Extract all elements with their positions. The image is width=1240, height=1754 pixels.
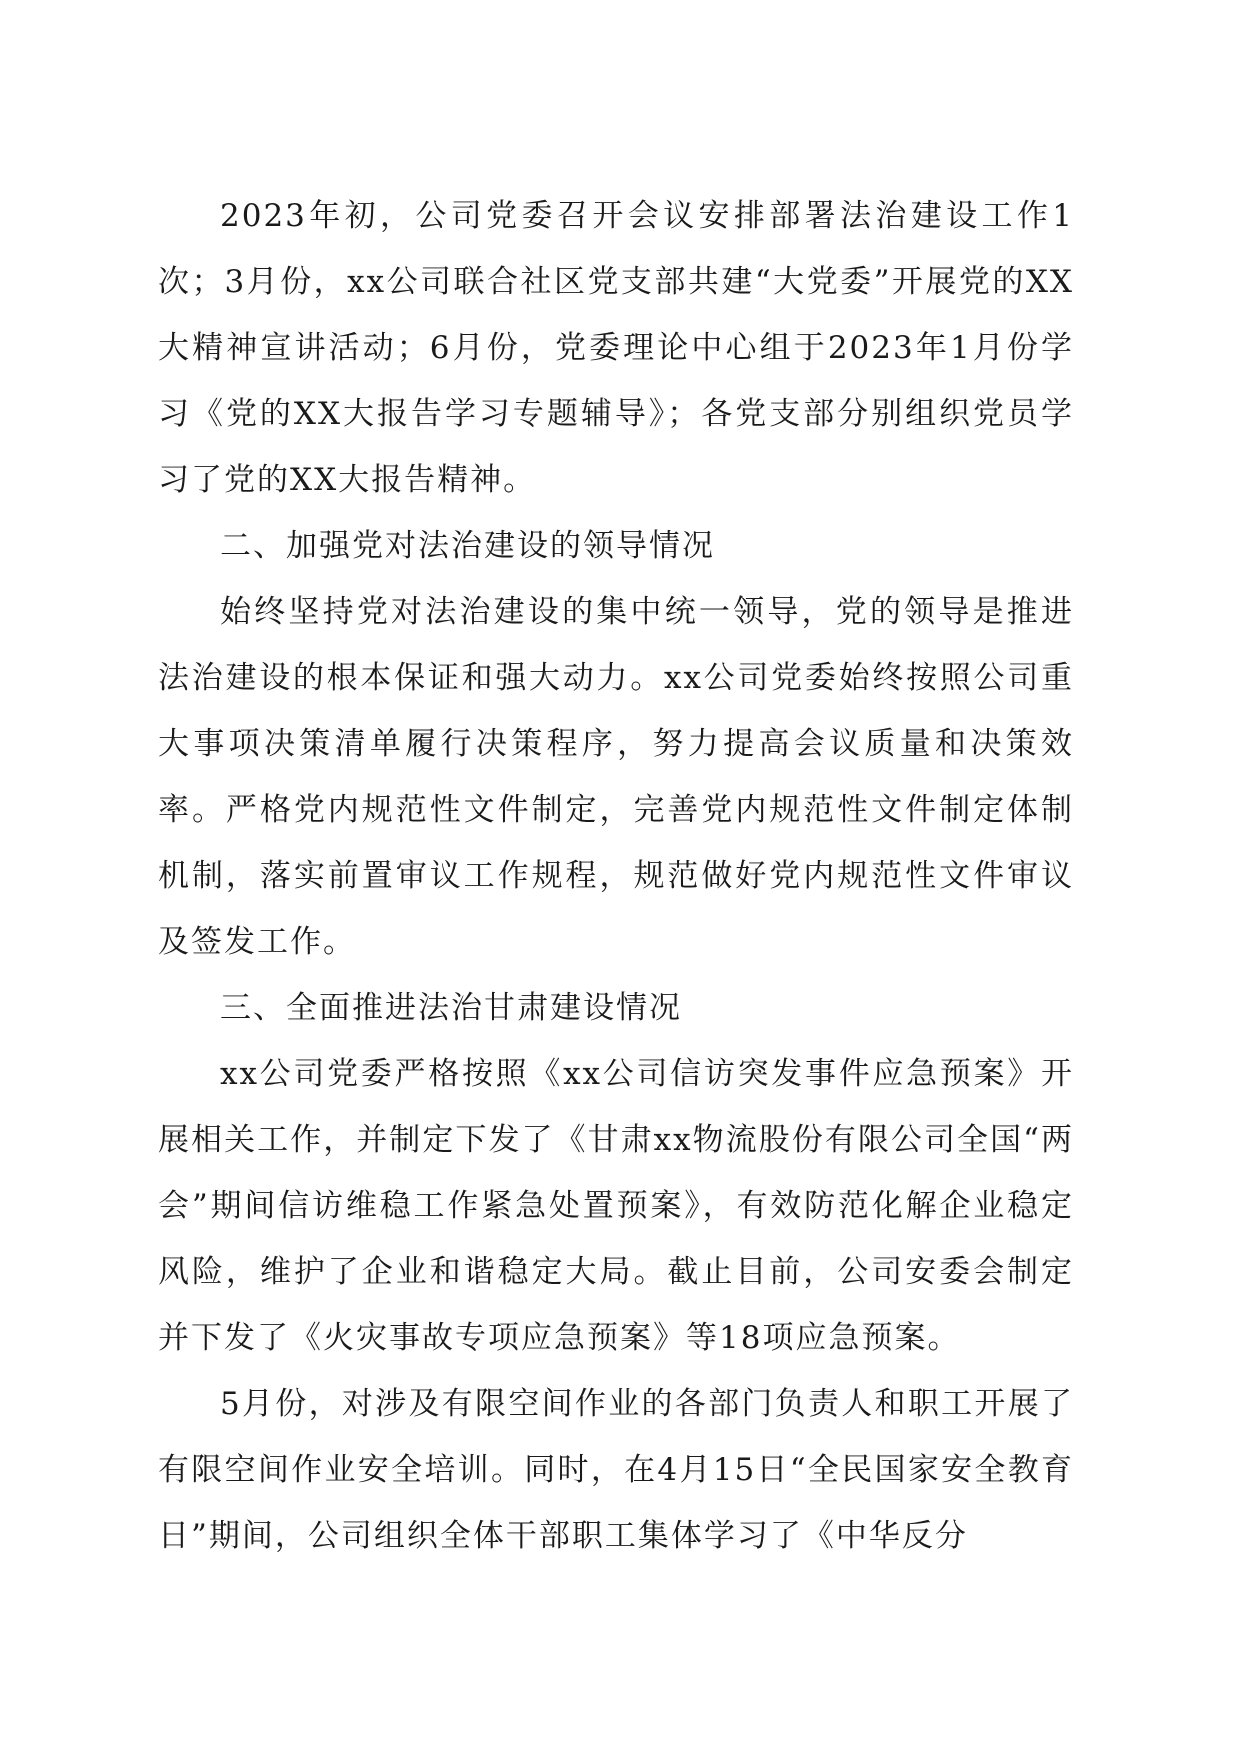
paragraph-emergency-plans: xx公司党委严格按照《xx公司信访突发事件应急预案》开展相关工作，并制定下发了《甘肃xx物流股份有限公司全国“两会”期间信访维稳工作紧急处置预案》，有效防范化解企业稳定风险，维护了企业和谐稳定大局。截止目前，公司安委会制定并下发了《火灾事故专项应急预案》等18项应急预案。: [158, 1056, 1074, 1356]
paragraph-party-leadership: 始终坚持党对法治建设的集中统一领导，党的领导是推进法治建设的根本保证和强大动力。xx公司党委始终按照公司重大事项决策清单履行决策程序，努力提高会议质量和决策效率。严格党内规范性文件制定，完善党内规范性文件制定体制机制，落实前置审议工作规程，规范做好党内规范性文件审议及签发工作。: [158, 594, 1074, 960]
paragraph-meetings: 2023年初，公司党委召开会议安排部署法治建设工作1次；3月份，xx公司联合社区党支部共建“大党委”开展党的XX大精神宣讲活动；6月份，党委理论中心组于2023年1月份学习《党的XX大报告学习专题辅导》；各党支部分别组织党员学习了党的XX大报告精神。: [158, 198, 1074, 498]
section-heading-rule-of-law-gansu: 三、全面推进法治甘肃建设情况: [220, 990, 682, 1026]
paragraph-safety-training: 5月份，对涉及有限空间作业的各部门负责人和职工开展了有限空间作业安全培训。同时，在4月15日“全民国家安全教育日”期间，公司组织全体干部职工集体学习了《中华反分: [158, 1386, 1074, 1554]
section-heading-party-leadership: 二、加强党对法治建设的领导情况: [220, 528, 715, 564]
document-body: [158, 183, 1074, 1569]
